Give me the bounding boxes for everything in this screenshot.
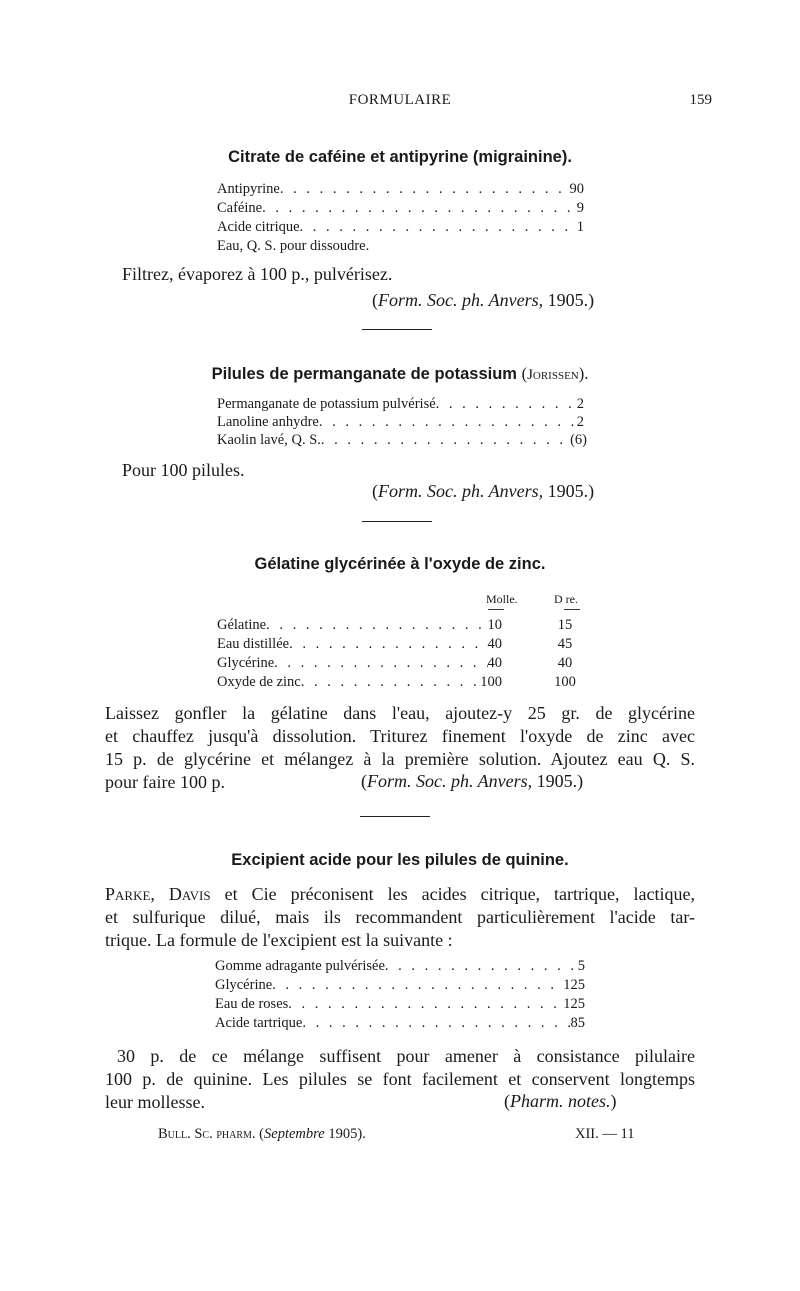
section2-item-permanganate: Permanganate de potassium pulvérisé . . . 2 [217, 396, 584, 413]
section3-item-oxyde-de-zinc-dure: 100 [554, 674, 576, 690]
page-number: 159 [689, 92, 712, 108]
section3-paragraph-line1: Laissez gonfler la gélatine dans l'eau, ajoutez-y 25 gr. de glycérine [105, 703, 695, 723]
footer-citation: Bull. Sc. pharm. (Septembre 1905). [158, 1126, 366, 1142]
section2-item-kaolin: Kaolin lavé, Q. S. . . . (6) [217, 432, 587, 449]
section3-item-eau-distillee-dure: 45 [557, 636, 573, 652]
column-dash-2 [564, 609, 580, 610]
section1-source: (Form. Soc. ph. Anvers, 1905.) [372, 290, 595, 310]
section3-title: Gélatine glycérinée à l'oxyde de zinc. [254, 555, 546, 573]
section3-paragraph-line3: 15 p. de glycérine et mélangez à la première solution. Ajoutez eau Q. S. [105, 749, 695, 769]
section3-paragraph-line2: et chauffez jusqu'à dissolution. Triturez finement l'oxyde de zinc avec [105, 726, 695, 746]
column-header-dure: D re. [554, 592, 578, 606]
section4-title: Excipient acide pour les pilules de quinine. [231, 851, 569, 869]
section1-item-antipyrine: Antipyrine . . . 90 [217, 181, 584, 198]
section3-item-gelatine: Gélatine . . . 10 [217, 617, 502, 634]
running-header: FORMULAIRE [348, 92, 452, 108]
section4-item-acide-tartrique: Acide tartrique . . . 85 [215, 1015, 585, 1032]
section4-paragraph2-line1: 30 p. de ce mélange suffisent pour amener à consistance pilulaire [117, 1046, 695, 1066]
section1-item-cafeine: Caféine . . . 9 [217, 200, 584, 217]
section1-item-acide-citrique: Acide citrique . . . 1 [217, 219, 584, 236]
footer-volume: XII. — 11 [575, 1126, 635, 1142]
separator-rule-3 [360, 816, 430, 817]
section3-item-gelatine-dure: 15 [557, 617, 573, 633]
section3-item-glycerine-dure: 40 [557, 655, 573, 671]
section2-instruction: Pour 100 pilules. [122, 460, 245, 480]
section2-source: (Form. Soc. ph. Anvers, 1905.) [372, 481, 595, 501]
separator-rule-1 [362, 329, 432, 330]
separator-rule-2 [362, 521, 432, 522]
section4-item-eau-de-roses: Eau de roses . . . 125 [215, 996, 585, 1013]
section3-item-glycerine: Glycérine . . . 40 [217, 655, 502, 672]
section3-paragraph-line4: pour faire 100 p. [105, 772, 225, 792]
section4-item-gomme-adragante: Gomme adragante pulvérisée . . . 5 [215, 958, 585, 975]
section2-title: Pilules de permanganate de potassium (Jorissen). [211, 364, 589, 383]
section4-item-glycerine: Glycérine . . . 125 [215, 977, 585, 994]
section4-source: (Pharm. notes.) [504, 1091, 617, 1111]
column-header-molle: Molle. [486, 592, 518, 606]
section1-title: Citrate de caféine et antipyrine (migrainine). [228, 148, 572, 166]
section1-instruction: Filtrez, évaporez à 100 p., pulvérisez. [122, 264, 393, 284]
section4-paragraph1-line2: et sulfurique dilué, mais ils recommandent particulièrement l'acide tar- [105, 907, 695, 927]
section3-item-eau-distillee: Eau distillée . . . 40 [217, 636, 502, 653]
section4-paragraph1-line3: trique. La formule de l'excipient est la suivante : [105, 930, 453, 950]
column-dash-1 [488, 609, 504, 610]
section1-extra-line: Eau, Q. S. pour dissoudre. [217, 238, 370, 254]
section4-paragraph2-line2: 100 p. de quinine. Les pilules se font facilement et conservent longtemps [105, 1069, 695, 1089]
section2-item-lanoline: Lanoline anhydre . . . 2 [217, 414, 584, 431]
section4-paragraph2-line3: leur mollesse. [105, 1092, 205, 1112]
section4-paragraph1-line1: Parke, Davis et Cie préconisent les acides citrique, tartrique, lactique, [105, 884, 696, 904]
section3-source: (Form. Soc. ph. Anvers, 1905.) [361, 771, 584, 791]
section3-item-oxyde-de-zinc: Oxyde de zinc . . . 100 [217, 674, 502, 691]
